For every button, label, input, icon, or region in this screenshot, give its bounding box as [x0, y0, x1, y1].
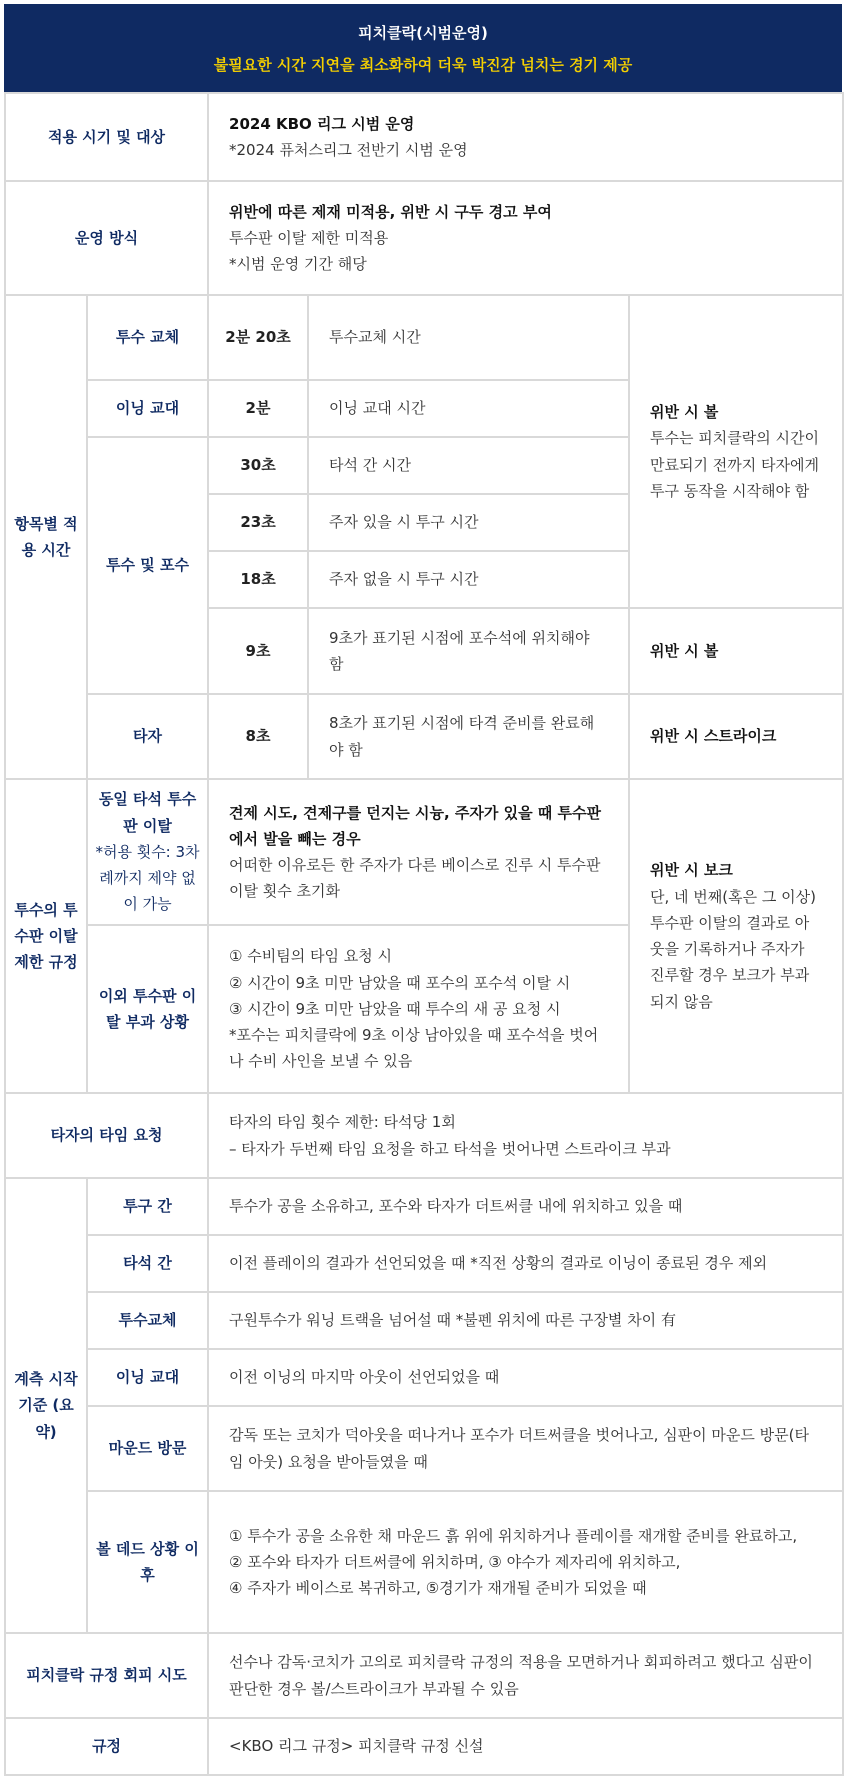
disengage-row-same — [5, 779, 843, 925]
time-cat: 타자 — [87, 694, 208, 779]
rule-label: 규정 — [5, 1718, 208, 1775]
timing-label: 적용 시기 및 대상 — [5, 93, 208, 181]
penalty1-text: 투수는 피치클락의 시간이 만료되기 전까지 타자에게 투구 동작을 시작해야 함 — [650, 429, 819, 500]
time-value: 9초 — [208, 608, 308, 694]
start-desc: 투수가 공을 소유하고, 포수와 타자가 더트써클 내에 위치하고 있을 때 — [208, 1178, 843, 1235]
disengage-penalty — [629, 779, 843, 1093]
other-line: *포수는 피치클락에 9초 이상 남아있을 때 포수석을 벗어나 수비 사인을 보낼 수 있음 — [229, 1026, 599, 1071]
row-evasion — [5, 1633, 843, 1718]
start-row — [5, 1235, 843, 1292]
rules-table — [4, 92, 844, 1776]
header-banner — [4, 4, 842, 92]
operation-line3: *시범 운영 기간 해당 — [229, 255, 367, 274]
start-label: 계측 시작 기준 (요약) — [5, 1178, 87, 1633]
operation-line1: 위반에 따른 제재 미적용, 위반 시 구두 경고 부여 — [229, 202, 552, 221]
start-cat: 이닝 교대 — [87, 1349, 208, 1406]
dead-line: ④ 주자가 베이스로 복귀하고, ⑤경기가 재개될 준비가 되었을 때 — [229, 1579, 647, 1598]
disengage-same-cat — [87, 779, 208, 925]
time-value: 8초 — [208, 694, 308, 779]
time-value: 23초 — [208, 494, 308, 551]
start-cat: 마운드 방문 — [87, 1406, 208, 1491]
other-line: ③ 시간이 9초 미만 남았을 때 투수의 새 공 요청 시 — [229, 999, 561, 1018]
time-desc: 주자 있을 시 투구 시간 — [308, 494, 629, 551]
start-dead-cat: 볼 데드 상황 이후 — [87, 1491, 208, 1633]
operation-line2: 투수판 이탈 제한 미적용 — [229, 228, 389, 247]
row-timeout — [5, 1093, 843, 1178]
same-cat-note: *허용 횟수: 3차례까지 제약 없이 가능 — [95, 842, 200, 914]
start-row-dead — [5, 1491, 843, 1633]
timing-content — [208, 93, 843, 181]
time-value: 2분 — [208, 380, 308, 437]
other-line: ① 수비팀의 타임 요청 시 — [229, 947, 392, 966]
dead-line: ① 투수가 공을 소유한 채 마운드 흙 위에 위치하거나 플레이를 재개할 준비를 완료하고, — [229, 1526, 798, 1545]
disengage-penalty-text: 단, 네 번째(혹은 그 이상) 투수판 이탈의 결과로 아웃을 기록하거나 주자가 진루할 경우 보크가 부과되지 않음 — [650, 887, 816, 1011]
time-cat: 투수 교체 — [87, 295, 208, 380]
time-desc: 이닝 교대 시간 — [308, 380, 629, 437]
time-value: 18초 — [208, 551, 308, 608]
time-penalty-ball-2: 위반 시 볼 — [629, 608, 843, 694]
start-dead-content — [208, 1491, 843, 1633]
rule-text: <KBO 리그 규정> 피치클락 규정 신설 — [208, 1718, 843, 1775]
start-desc: 감독 또는 코치가 덕아웃을 떠나거나 포수가 더트써클을 벗어나고, 심판이 마운드 방문(타임 아웃) 요청을 받아들였을 때 — [208, 1406, 843, 1491]
disengage-penalty-title: 위반 시 보크 — [650, 861, 733, 880]
start-desc: 구원투수가 워닝 트랙을 넘어설 때 *불펜 위치에 따른 구장별 차이 有 — [208, 1292, 843, 1349]
evasion-text: 선수나 감독·코치가 고의로 피치클락 규정의 적용을 모면하거나 회피하려고 했다고 심판이 판단한 경우 볼/스트라이크가 부과될 수 있음 — [208, 1633, 843, 1718]
time-cat: 이닝 교대 — [87, 380, 208, 437]
time-row — [5, 694, 843, 779]
timeout-line2: – 타자가 두번째 타임 요청을 하고 타석을 벗어나면 스트라이크 부과 — [229, 1139, 671, 1158]
time-desc: 8초가 표기된 시점에 타격 준비를 완료해야 함 — [308, 694, 629, 779]
timeout-line1: 타자의 타임 횟수 제한: 타석당 1회 — [229, 1113, 456, 1132]
start-desc: 이전 플레이의 결과가 선언되었을 때 *직전 상황의 결과로 이닝이 종료된 경우 제외 — [208, 1235, 843, 1292]
time-value: 30초 — [208, 437, 308, 494]
time-desc: 투수교체 시간 — [308, 295, 629, 380]
penalty1-title: 위반 시 볼 — [650, 403, 719, 421]
disengage-other-content — [208, 925, 629, 1093]
start-row — [5, 1406, 843, 1491]
disengage-same-content — [208, 779, 629, 925]
time-penalty-strike: 위반 시 스트라이크 — [629, 694, 843, 779]
timeout-content — [208, 1093, 843, 1178]
page-subtitle: 불필요한 시간 지연을 최소화하여 더욱 박진감 넘치는 경기 제공 — [213, 56, 633, 74]
operation-label: 운영 방식 — [5, 181, 208, 295]
operation-content — [208, 181, 843, 295]
time-desc: 9초가 표기된 시점에 포수석에 위치해야 함 — [308, 608, 629, 694]
start-desc: 이전 이닝의 마지막 아웃이 선언되었을 때 — [208, 1349, 843, 1406]
row-rule — [5, 1718, 843, 1775]
times-label: 항목별 적용 시간 — [5, 295, 87, 779]
start-row — [5, 1178, 843, 1235]
start-cat: 타석 간 — [87, 1235, 208, 1292]
time-penalty-ball — [629, 295, 843, 608]
timing-line2: *2024 퓨처스리그 전반기 시범 운영 — [229, 141, 468, 159]
same-bold: 견제 시도, 견제구를 던지는 시늉, 주자가 있을 때 투수판에서 발을 빼는 경우 — [229, 803, 601, 848]
timing-line1: 2024 KBO 리그 시범 운영 — [229, 114, 415, 133]
disengage-label: 투수의 투수판 이탈 제한 규정 — [5, 779, 87, 1093]
timeout-label: 타자의 타임 요청 — [5, 1093, 208, 1178]
other-line: ② 시간이 9초 미만 남았을 때 포수의 포수석 이탈 시 — [229, 973, 571, 992]
start-cat: 투구 간 — [87, 1178, 208, 1235]
dead-line: ② 포수와 타자가 더트써클에 위치하며, ③ 야수가 제자리에 위치하고, — [229, 1552, 681, 1571]
time-cat: 투수 및 포수 — [87, 437, 208, 694]
time-desc: 타석 간 시간 — [308, 437, 629, 494]
time-row — [5, 295, 843, 380]
row-timing — [5, 93, 843, 181]
time-desc: 주자 없을 시 투구 시간 — [308, 551, 629, 608]
page-title: 피치클락(시범운영) — [358, 24, 488, 42]
evasion-label: 피치클락 규정 회피 시도 — [5, 1633, 208, 1718]
same-text: 어떠한 이유로든 한 주자가 다른 베이스로 진루 시 투수판 이탈 횟수 초기화 — [229, 856, 601, 901]
time-value: 2분 20초 — [208, 295, 308, 380]
disengage-other-cat: 이외 투수판 이탈 부과 상황 — [87, 925, 208, 1093]
same-cat-title: 동일 타석 투수판 이탈 — [98, 790, 197, 835]
start-row — [5, 1349, 843, 1406]
start-row — [5, 1292, 843, 1349]
row-operation — [5, 181, 843, 295]
start-cat: 투수교체 — [87, 1292, 208, 1349]
